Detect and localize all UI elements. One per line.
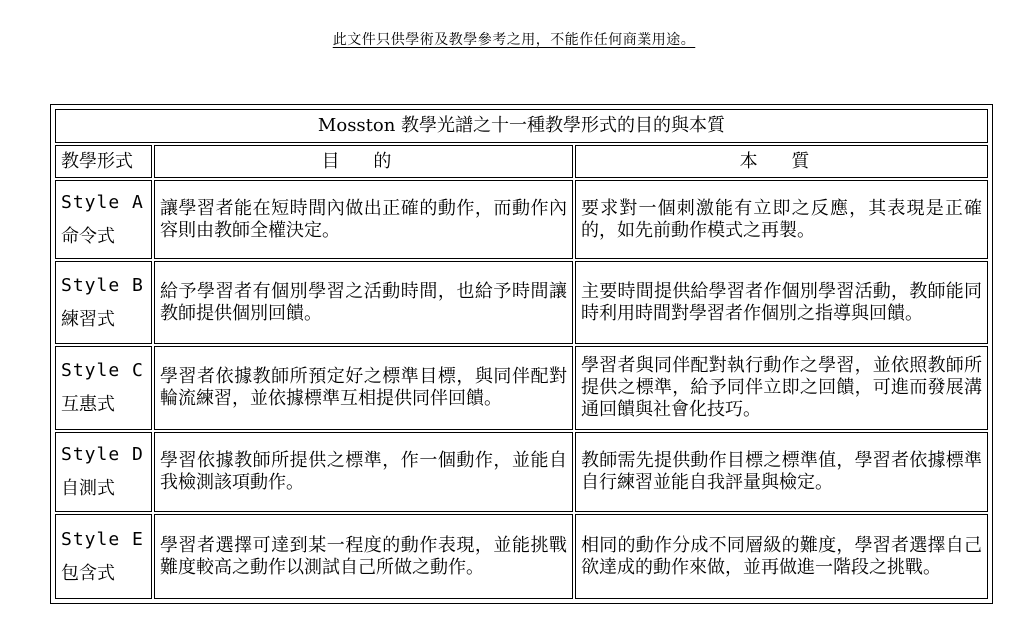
essence-cell — [575, 346, 988, 430]
disclaimer — [0, 29, 1028, 49]
style-code: Style C — [61, 360, 144, 382]
essence-text: 主要時間提供給學習者作個別學習活動，教師能同時利用時間對學習者作個別之指導與回饋。 — [581, 280, 982, 324]
table-title-row — [55, 109, 988, 143]
style-name: 自測式 — [61, 478, 115, 500]
purpose-text: 學習依據教師所提供之標準，作一個動作，並能自我檢測該項動作。 — [160, 450, 567, 494]
table-row — [55, 346, 988, 430]
table-row — [55, 261, 988, 345]
style-code: Style A — [61, 191, 144, 213]
mosston-table-frame — [50, 104, 993, 604]
table-row — [55, 514, 988, 599]
purpose-text: 讓學習者能在短時間內做出正確的動作，而動作內容則由教師全權決定。 — [160, 197, 567, 241]
table-title: Mosston 教學光譜之十一種教學形式的目的與本質 — [55, 109, 988, 143]
purpose-cell — [154, 514, 573, 599]
header-purpose: 目 的 — [154, 145, 573, 178]
style-cell — [55, 346, 152, 430]
style-cell — [55, 180, 152, 258]
essence-cell — [575, 180, 988, 258]
essence-text: 學習者與同伴配對執行動作之學習，並依照教師所提供之標準，給予同伴立即之回饋，可進而發展溝通回饋與社會化技巧。 — [581, 355, 982, 421]
essence-cell — [575, 514, 988, 599]
table-row — [55, 180, 988, 258]
purpose-text: 給予學習者有個別學習之活動時間，也給予時間讓教師提供個別回饋。 — [160, 280, 567, 324]
purpose-cell — [154, 180, 573, 258]
purpose-cell — [154, 346, 573, 430]
style-code: Style E — [61, 528, 144, 550]
style-name: 包含式 — [61, 562, 115, 584]
purpose-text: 學習者選擇可達到某一程度的動作表現，並能挑戰難度較高之動作以測試自己所做之動作。 — [160, 534, 567, 578]
style-code: Style D — [61, 444, 144, 466]
style-cell — [55, 261, 152, 345]
essence-cell — [575, 432, 988, 513]
table-header-row — [55, 145, 988, 178]
essence-text: 相同的動作分成不同層級的難度，學習者選擇自己欲達成的動作來做，並再做進一階段之挑戰。 — [581, 534, 982, 578]
essence-text: 要求對一個刺激能有立即之反應，其表現是正確的，如先前動作模式之再製。 — [581, 197, 982, 241]
style-name: 練習式 — [61, 308, 115, 330]
header-form: 教學形式 — [55, 145, 152, 178]
style-name: 互惠式 — [61, 394, 115, 416]
style-cell — [55, 514, 152, 599]
essence-cell — [575, 261, 988, 345]
disclaimer-text: 此文件只供學術及教學參考之用，不能作任何商業用途。 — [332, 32, 696, 48]
table-row — [55, 432, 988, 513]
style-cell — [55, 432, 152, 513]
purpose-text: 學習者依據教師所預定好之標準目標，與同伴配對輪流練習，並依據標準互相提供同伴回饋。 — [160, 366, 567, 410]
purpose-cell — [154, 432, 573, 513]
style-code: Style B — [61, 274, 144, 296]
style-name: 命令式 — [61, 225, 115, 247]
mosston-table — [53, 107, 990, 601]
purpose-cell — [154, 261, 573, 345]
header-essence: 本 質 — [575, 145, 988, 178]
essence-text: 教師需先提供動作目標之標準值，學習者依據標準自行練習並能自我評量與檢定。 — [581, 450, 982, 494]
